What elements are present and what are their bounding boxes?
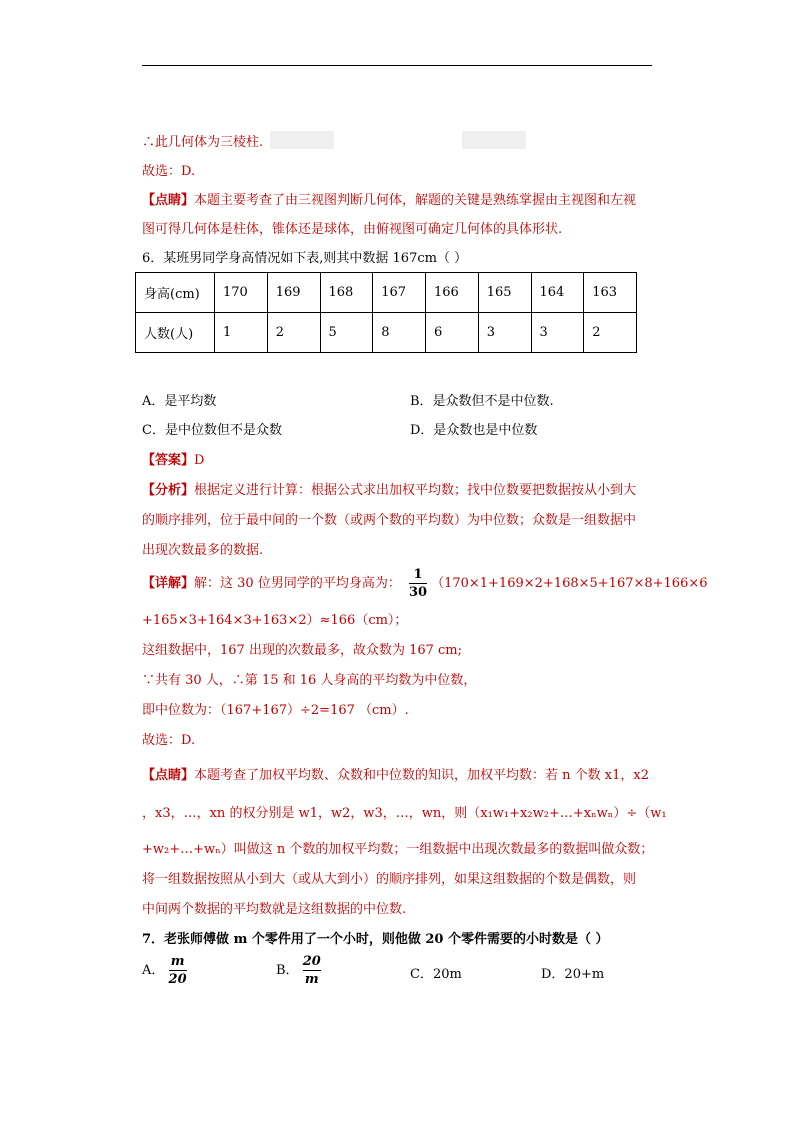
option-b: B．是众数但不是中位数. bbox=[410, 394, 554, 409]
detail-line2: +165×3+164×3+163×2）≈166（cm）； bbox=[142, 613, 408, 628]
table-row bbox=[136, 273, 637, 313]
table-cell: 8 bbox=[373, 313, 426, 353]
table-cell: 167 bbox=[373, 273, 426, 313]
fraction-bar bbox=[409, 583, 427, 584]
fraction-denominator: 30 bbox=[408, 585, 428, 600]
table-cell: 165 bbox=[478, 273, 531, 313]
question-6-stem: 6．某班男同学身高情况如下表,则其中数据 167cm（ ） bbox=[142, 251, 468, 266]
detail-line3: 这组数据中，167 出现的次数最多，故众数为 167 cm; bbox=[142, 643, 463, 658]
table-cell: 163 bbox=[584, 273, 637, 313]
intro-choose: 故选：D. bbox=[142, 164, 196, 179]
table-header-count: 人数(人) bbox=[136, 313, 215, 353]
q7-option-d: D．20+m bbox=[541, 967, 605, 982]
detail-line4: ∵共有 30 人，∴第 15 和 16 人身高的平均数为中位数， bbox=[142, 673, 477, 688]
table-cell: 3 bbox=[478, 313, 531, 353]
q6-comment-line5: 中间两个数据的平均数就是这组数据的中位数. bbox=[142, 902, 407, 917]
detail-prefix: 解：这 30 位男同学的平均身高为： bbox=[194, 576, 401, 591]
table-row bbox=[136, 313, 637, 353]
q7-option-b-label: B． bbox=[276, 963, 299, 978]
table-cell: 6 bbox=[426, 313, 479, 353]
q6-comment-line1 bbox=[142, 764, 649, 783]
table-cell: 5 bbox=[320, 313, 373, 353]
comment-tag: 【点睛】 bbox=[142, 768, 195, 783]
comment-text: 本题考查了加权平均数、众数和中位数的知识，加权平均数：若 n 个数 x1，x2 bbox=[194, 768, 649, 783]
fraction-numerator: m bbox=[170, 954, 185, 969]
analysis-line2: 的顺序排列，位于最中间的一个数（或两个数的平均数）为中位数；众数是一组数据中 bbox=[142, 513, 637, 528]
comment-text: 本题主要考查了由三视图判断几何体，解题的关键是熟练掌握由主视图和左视 bbox=[194, 193, 637, 208]
question-7-stem: 7．老张师傅做 m 个零件用了一个小时，则他做 20 个零件需要的小时数是（ ） bbox=[142, 932, 609, 947]
q7-option-b-fraction bbox=[303, 955, 321, 986]
q6-choose: 故选：D. bbox=[142, 733, 196, 748]
detail-line1 bbox=[142, 568, 708, 599]
intro-comment-line1 bbox=[142, 189, 636, 208]
fraction-denominator: 20 bbox=[168, 972, 187, 987]
q6-comment-line3: +w₂+…+wₙ）叫做这 n 个数的加权平均数；一组数据中出现次数最多的数据叫做众数； bbox=[142, 842, 654, 857]
intro-comment-line2: 图可得几何体是柱体，锥体还是球体，由俯视图可确定几何体的具体形状. bbox=[142, 222, 563, 237]
table-cell: 166 bbox=[426, 273, 479, 313]
header-rule bbox=[142, 65, 652, 66]
q7-option-b bbox=[276, 955, 321, 986]
q7-option-a bbox=[142, 955, 187, 986]
redaction-box-1 bbox=[270, 131, 334, 149]
table-cell: 1 bbox=[215, 313, 268, 353]
table-cell: 169 bbox=[267, 273, 320, 313]
table-cell: 2 bbox=[267, 313, 320, 353]
q7-option-c: C．20m bbox=[410, 967, 462, 982]
fraction-numerator: 1 bbox=[413, 567, 423, 582]
fraction-numerator: 20 bbox=[302, 954, 321, 969]
option-c: C．是中位数但不是众数 bbox=[142, 423, 282, 438]
comment-tag: 【点睛】 bbox=[142, 193, 195, 208]
table-cell: 164 bbox=[531, 273, 584, 313]
option-a: A．是平均数 bbox=[142, 394, 217, 409]
analysis-line1 bbox=[142, 479, 636, 498]
fraction-one-thirtieth bbox=[409, 568, 427, 599]
table-cell: 170 bbox=[215, 273, 268, 313]
detail-line5: 即中位数为：（167+167）÷2=167 （cm）. bbox=[142, 703, 409, 718]
table-cell: 168 bbox=[320, 273, 373, 313]
answer-tag: 【答案】 bbox=[142, 453, 195, 468]
table-header-height: 身高(cm) bbox=[136, 273, 215, 313]
fraction-bar bbox=[169, 970, 187, 971]
analysis-line3: 出现次数最多的数据. bbox=[142, 543, 264, 558]
answer-value: D bbox=[194, 453, 205, 468]
fraction-denominator: m bbox=[304, 972, 319, 987]
q7-option-a-fraction bbox=[169, 955, 187, 986]
fraction-bar bbox=[303, 970, 321, 971]
table-cell: 3 bbox=[531, 313, 584, 353]
q6-comment-line2: ，x3，…，xn 的权分别是 w1，w2，w3，…，wn，则（x₁w₁+x₂w₂+…+xₙwₙ）÷（w₁ bbox=[142, 806, 667, 821]
conclusion-line: ∴此几何体为三棱柱. bbox=[142, 135, 264, 150]
option-d: D．是众数也是中位数 bbox=[410, 423, 538, 438]
q7-option-a-label: A． bbox=[142, 963, 165, 978]
redaction-box-2 bbox=[462, 131, 526, 149]
detail-expression: （170×1+169×2+168×5+167×8+166×6 bbox=[431, 576, 708, 591]
q6-comment-line4: 将一组数据按照从小到大（或从大到小）的顺序排列，如果这组数据的个数是偶数，则 bbox=[142, 872, 637, 887]
height-table bbox=[135, 272, 637, 353]
answer-line bbox=[142, 449, 204, 468]
table-cell: 2 bbox=[584, 313, 637, 353]
analysis-text: 根据定义进行计算：根据公式求出加权平均数；找中位数要把数据按从小到大 bbox=[194, 483, 637, 498]
detail-tag: 【详解】 bbox=[142, 576, 195, 591]
analysis-tag: 【分析】 bbox=[142, 483, 195, 498]
